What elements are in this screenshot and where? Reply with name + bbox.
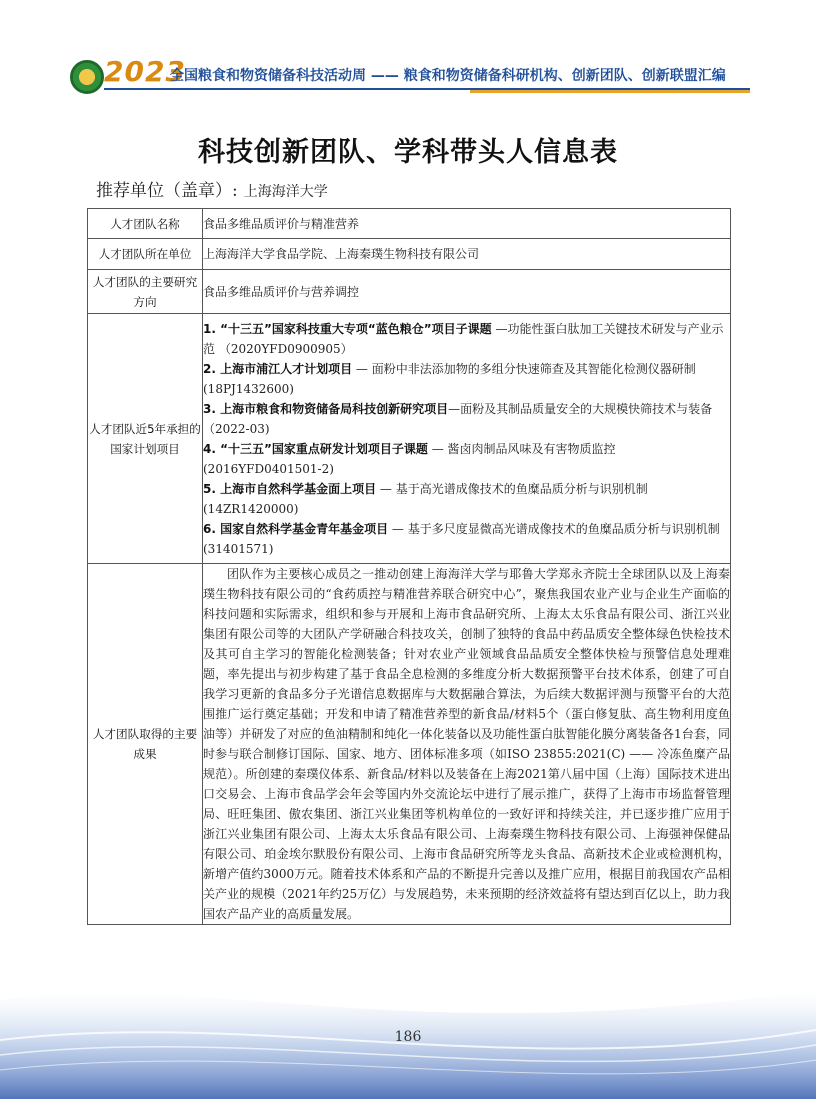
list-item xyxy=(203,479,730,519)
project-title: 1. “十三五”国家科技重大专项“蓝色粮仓”项目子课题 xyxy=(203,321,492,336)
page-number: 186 xyxy=(394,1029,422,1045)
page-header xyxy=(0,0,816,100)
list-item xyxy=(203,319,730,359)
project-desc: — 面粉中非法添加物的多组分快速筛查及其智能化检测仪器研制 (18PJ1432600) xyxy=(203,361,696,396)
header-accent-bar xyxy=(470,90,750,93)
recommend-value: 上海海洋大学 xyxy=(243,184,328,200)
list-item xyxy=(203,359,730,399)
project-title: 6. 国家自然科学基金青年基金项目 xyxy=(203,521,389,536)
list-item xyxy=(203,439,730,479)
direction-value: 食品多维品质评价与营养调控 xyxy=(203,270,731,314)
team-name-label: 人才团队名称 xyxy=(88,209,203,239)
table-row xyxy=(88,209,731,239)
header-year: 2023 xyxy=(104,55,186,88)
projects-label: 人才团队近5年承担的国家计划项目 xyxy=(88,314,203,564)
project-desc: — 酱卤肉制品风味及有害物质监控 (2016YFD0401501-2) xyxy=(203,441,616,476)
project-title: 4. “十三五”国家重点研发计划项目子课题 xyxy=(203,441,428,456)
info-table xyxy=(87,208,731,925)
project-desc: — 基于高光谱成像技术的鱼糜品质分析与识别机制 (14ZR1420000) xyxy=(203,481,648,516)
project-title: 3. 上海市粮食和物资储备局科技创新研究项目 xyxy=(203,401,449,416)
list-item xyxy=(203,399,730,439)
grain-logo-icon xyxy=(70,60,104,94)
header-title: 全国粮食和物资储备科技活动周 —— 粮食和物资储备科研机构、创新团队、创新联盟汇编 xyxy=(170,68,726,84)
direction-label: 人才团队的主要研究方向 xyxy=(88,270,203,314)
project-title: 2. 上海市浦江人才计划项目 xyxy=(203,361,353,376)
unit-value: 上海海洋大学食品学院、上海秦璞生物科技有限公司 xyxy=(203,239,731,270)
projects-list xyxy=(203,314,731,564)
table-row xyxy=(88,314,731,564)
unit-label: 人才团队所在单位 xyxy=(88,239,203,270)
achievements-text: 团队作为主要核心成员之一推动创建上海海洋大学与耶鲁大学郑永齐院士全球团队以及上海秦璞生物科技有限公司的“食药质控与精准营养联合研究中心”，聚焦我国农业产业与企业生产面临的科技问题和实际需求，组织和参与开展和上海市食品研究所、上海太太乐食品有限公司、浙江兴业集团有限公司等的大团队产学研融合科技攻关，创制了独特的食品中药品质安全整体绿色快检技术及其可自主学习的智能化检测装备；针对农业产业领域食品品质安全整体快检与预警信息处理难题，率先提出与初步构建了基于食品全息检测的多维度分析大数据预警平台技术体系，创建了可自我学习更新的食品多分子光谱信息数据库与大数据融合算法，为后续大数据评测与预警平台的大范围推广运行奠定基础；开发和申请了精准营养型的新食品/材料5个（蛋白修复肽、高生物利用度鱼油等）并研发了对应的鱼油精制和纯化一体化装备以及功能性蛋白肽智能化膜分离装备各1台套，同时参与联合制修订国际、国家、地方、团体标准多项（如ISO 23855:2021(C) —— 冷冻鱼糜产品规范）。所创建的秦璞仪体系、新食品/材料以及装备在上海2021第八届中国（上海）国际技术进出口交易会、上海市食品学会年会等国内外交流论坛中进行了展示推广，获得了上海市市场监督管理局、旺旺集团、傲农集团、浙江兴业集团等机构单位的一致好评和持续关注，并已逐步推广应用于浙江兴业集团有限公司、上海太太乐食品有限公司、上海秦璞生物科技有限公司、上海强神保健品有限公司、珀金埃尔默股份有限公司、上海市食品研究所等龙头食品、高新技术企业或检测机构，新增产值约3000万元。随着技术体系和产品的不断提升完善以及推广应用，根据目前我国农产品相关产业的规模（2021年约25万亿）与发展趋势，未来预期的经济效益将有望达到百亿以上，助力我国农产品产业的高质量发展。 xyxy=(203,564,731,925)
project-desc: —面粉及其制品质量安全的大规模快筛技术与装备 （2022-03) xyxy=(203,401,713,436)
table-row xyxy=(88,564,731,925)
document-title: 科技创新团队、学科带头人信息表 xyxy=(198,137,618,168)
table-row xyxy=(88,270,731,314)
team-name-value: 食品多维品质评价与精准营养 xyxy=(203,209,731,239)
table-row xyxy=(88,239,731,270)
project-desc: —功能性蛋白肽加工关键技术研发与产业示范 （2020YFD0900905） xyxy=(203,321,724,356)
project-title: 5. 上海市自然科学基金面上项目 xyxy=(203,481,377,496)
list-item xyxy=(203,519,730,559)
project-desc: — 基于多尺度显微高光谱成像技术的鱼糜品质分析与识别机制 (31401571) xyxy=(203,521,720,556)
recommend-unit xyxy=(96,176,328,201)
recommend-label: 推荐单位（盖章）: xyxy=(96,181,238,201)
achievements-label: 人才团队取得的主要成果 xyxy=(88,564,203,925)
